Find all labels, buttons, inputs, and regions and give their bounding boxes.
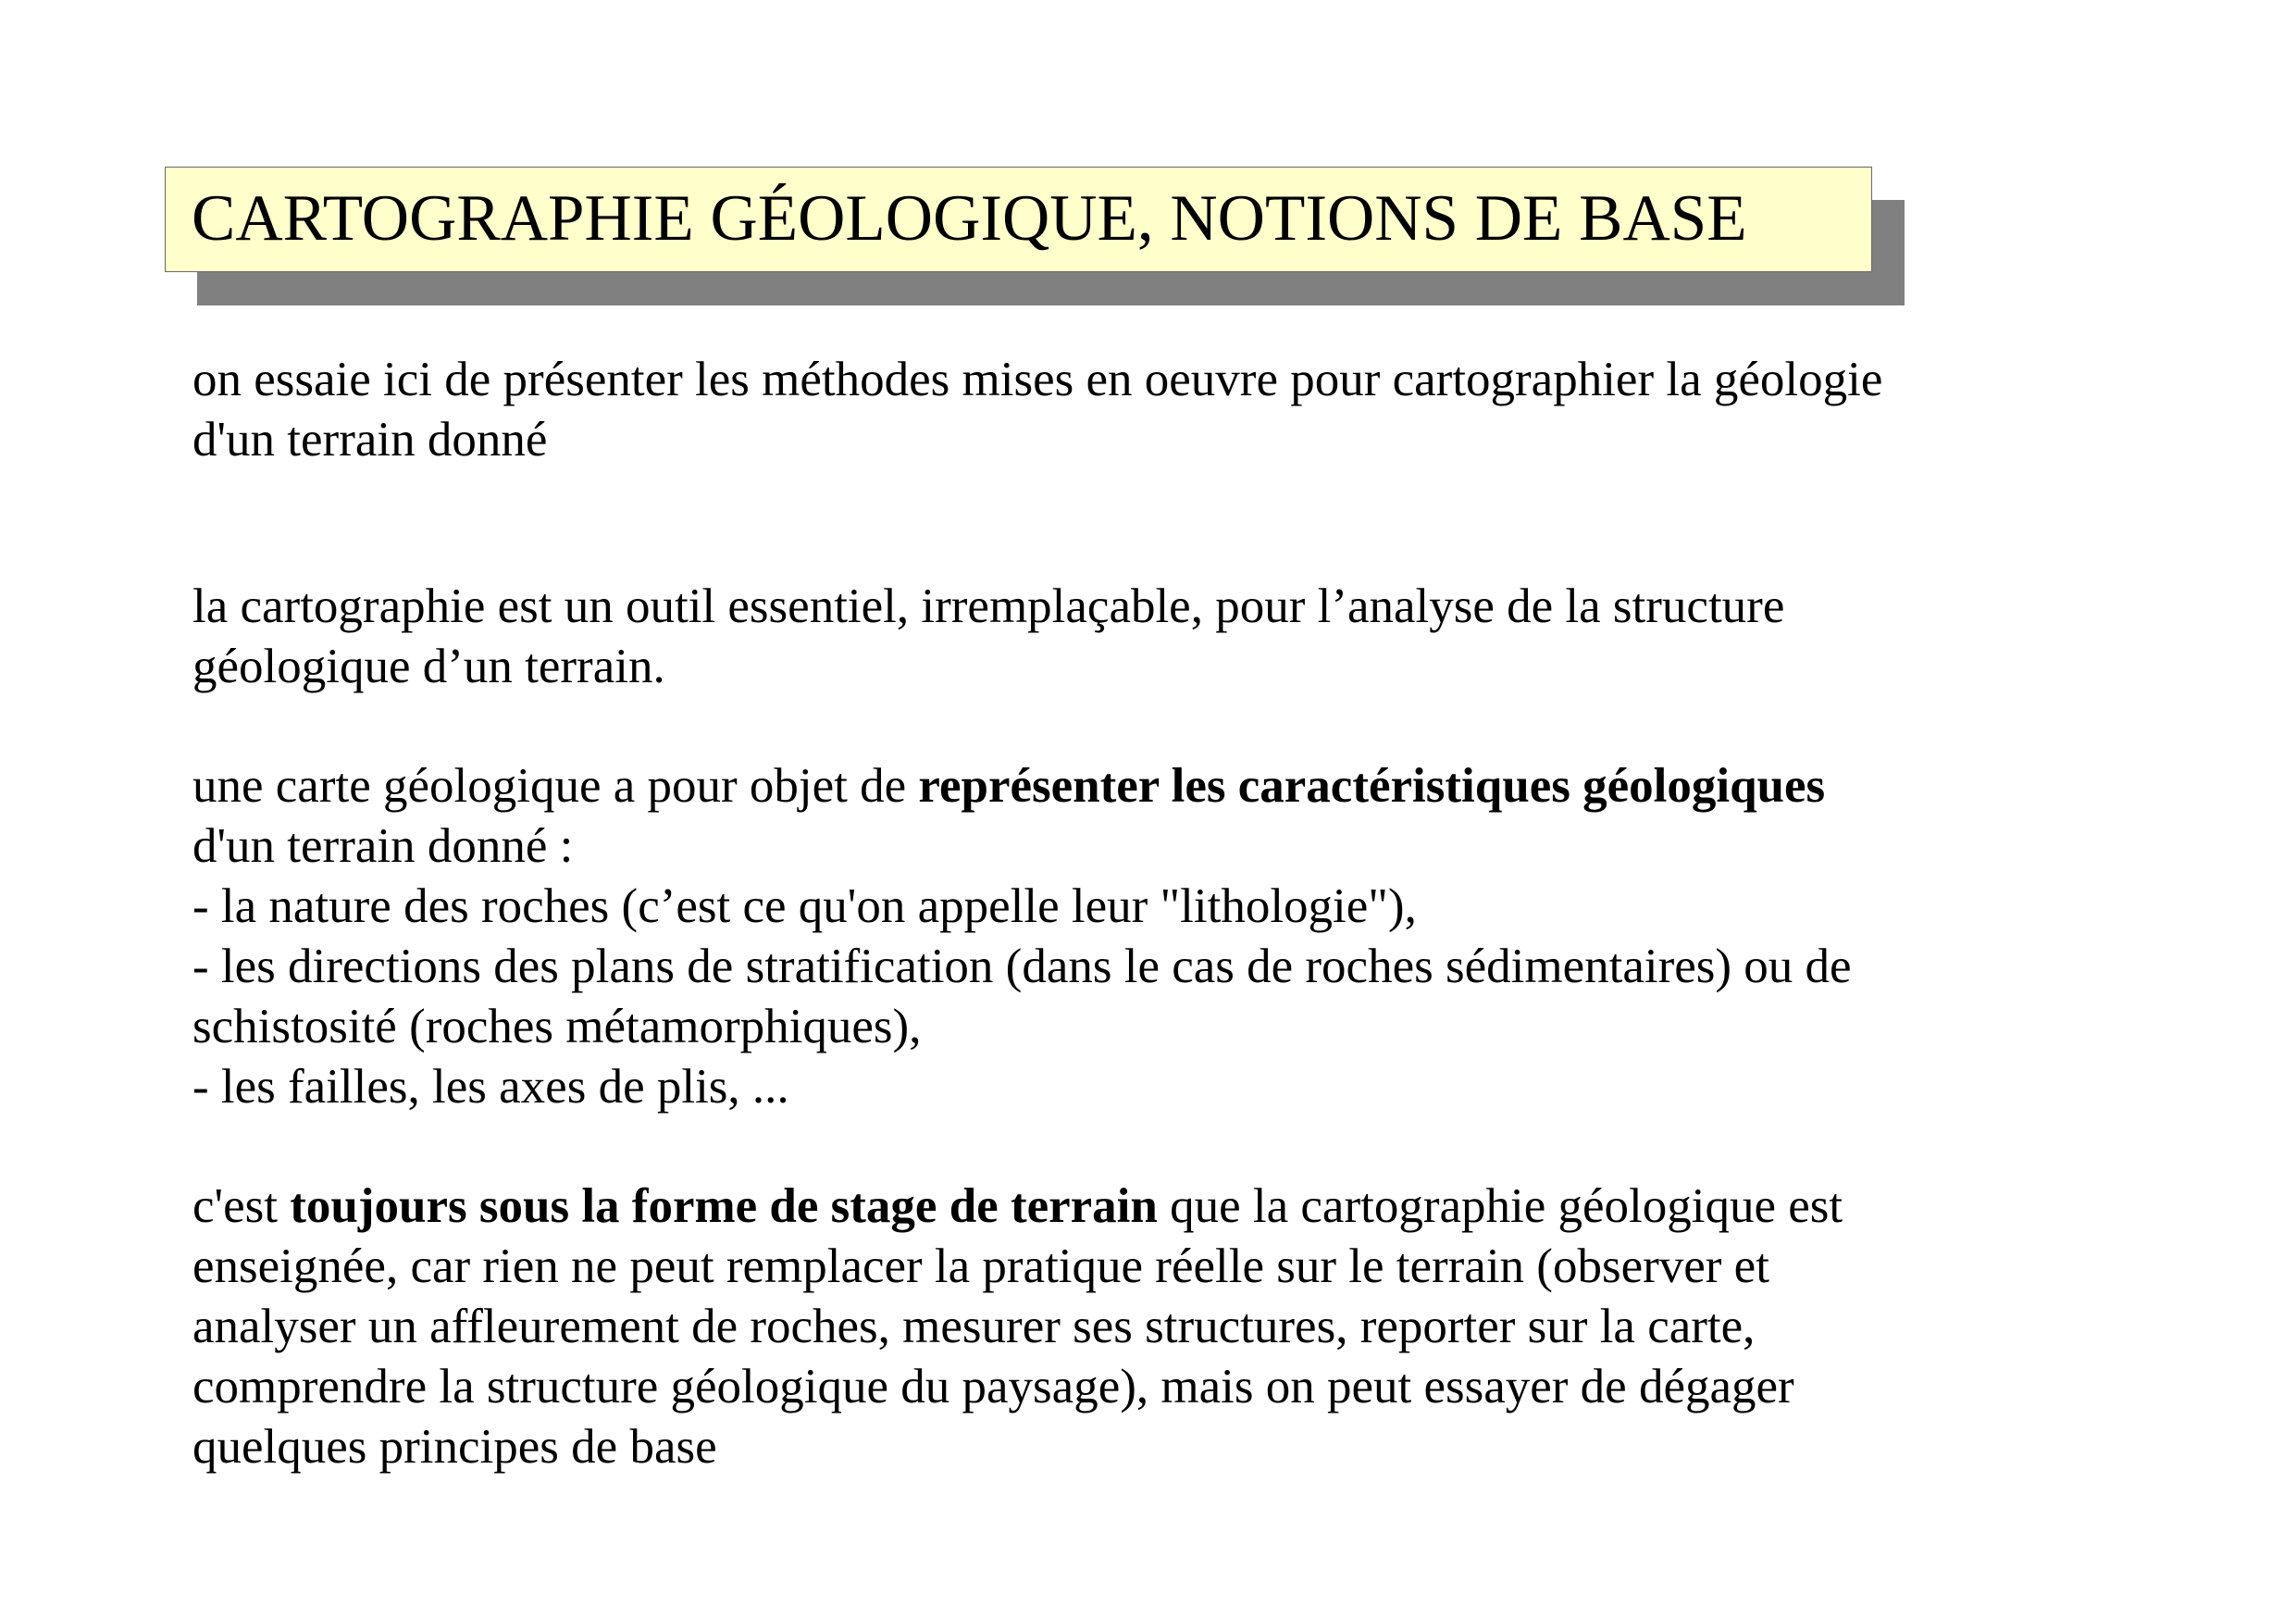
paragraph-teaching: [192, 1177, 2173, 1477]
emphasis-text: toujours sous la forme de stage de terrain: [290, 1179, 1158, 1233]
text-line: comprendre la structure géologique du paysage), mais on peut essayer de dégager: [192, 1360, 1794, 1414]
text-line: on essaie ici de présenter les méthodes mises en oeuvre pour cartographier la géologie: [192, 353, 1883, 406]
list-item: - la nature des roches (c’est ce qu'on appelle leur "lithologie"),: [192, 879, 1417, 933]
spacer: [192, 470, 2173, 577]
paragraph-intro: [192, 350, 2173, 470]
list-item: - les directions des plans de stratification (dans le cas de roches sédimentaires) ou de: [192, 940, 1852, 993]
text-line: enseignée, car rien ne peut remplacer la pratique réelle sur le terrain (observer et: [192, 1239, 1769, 1293]
text-line: la cartographie est un outil essentiel, irremplaçable, pour l’analyse de la structure: [192, 579, 1785, 633]
paragraph-objectives: [192, 756, 2173, 1117]
text-line: quelques principes de base: [192, 1420, 717, 1474]
list-item-continuation: schistosité (roches métamorphiques),: [192, 1000, 922, 1053]
text-fragment: c'est: [192, 1179, 291, 1233]
paragraph-definition: [192, 577, 2173, 697]
slide-body: [192, 350, 2173, 1477]
slide-title: CARTOGRAPHIE GÉOLOGIQUE, NOTIONS DE BASE: [165, 167, 1872, 272]
text-fragment: que la cartographie géologique est: [1157, 1179, 1843, 1233]
slide-title-block: [165, 167, 1872, 272]
text-line: d'un terrain donné: [192, 413, 548, 467]
spacer: [192, 1117, 2173, 1177]
text-fragment: une carte géologique a pour objet de: [192, 759, 919, 813]
text-line: d'un terrain donné :: [192, 819, 574, 873]
text-line: géologique d’un terrain.: [192, 640, 665, 693]
text-line: analyser un affleurement de roches, mesurer ses structures, reporter sur la carte,: [192, 1300, 1756, 1353]
list-item: - les failles, les axes de plis, ...: [192, 1060, 789, 1114]
emphasis-text: représenter les caractéristiques géologiques: [918, 759, 1826, 813]
spacer: [192, 697, 2173, 756]
